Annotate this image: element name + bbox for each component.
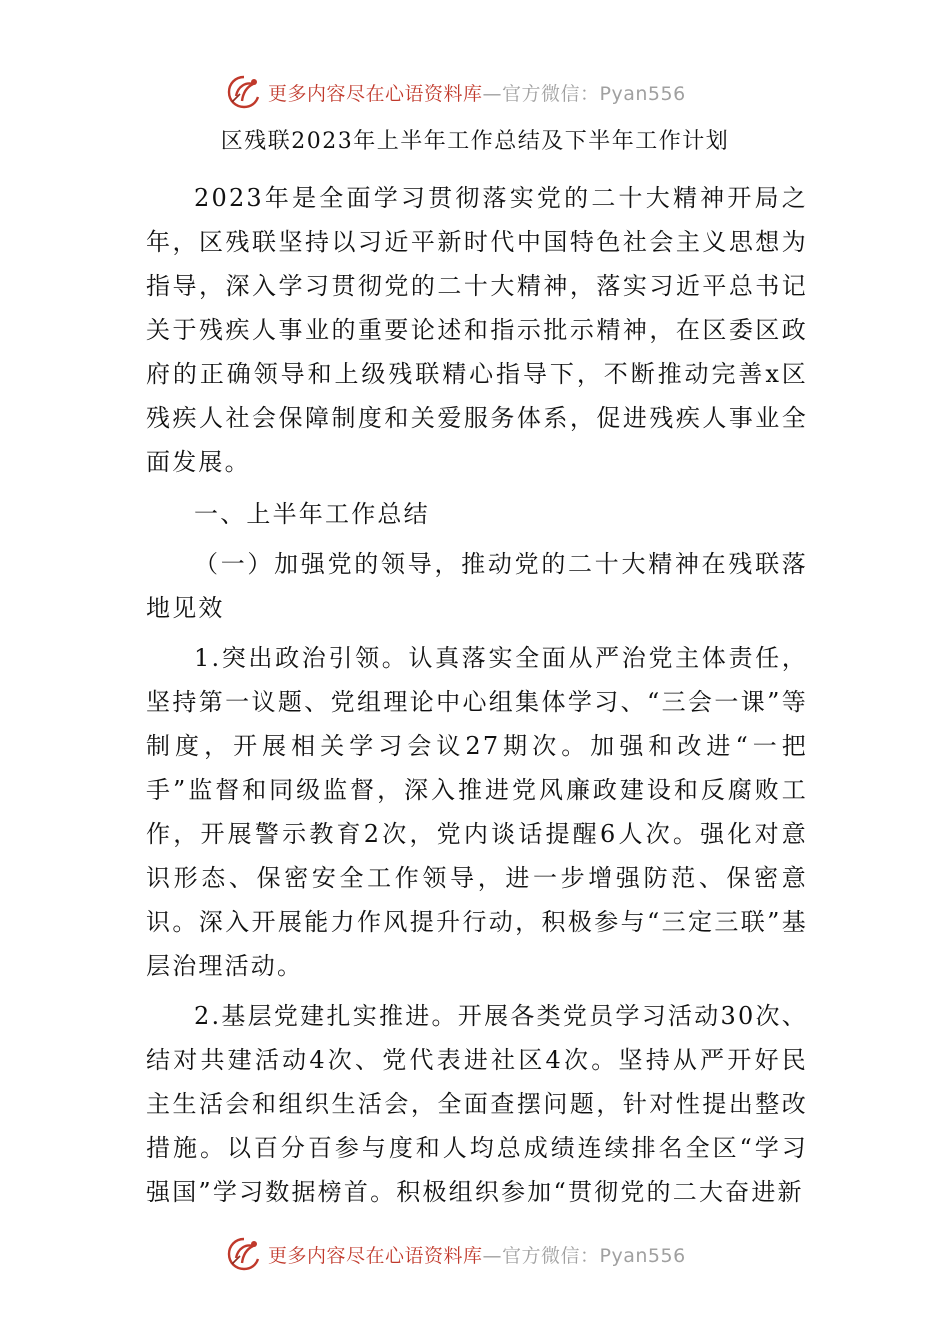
watermark-footer [226,1234,746,1274]
intro-paragraph: 2023年是全面学习贯彻落实党的二十大精神开局之年，区残联坚持以习近平新时代中国特色社会主义思想为指导，深入学习贯彻党的二十大精神，落实习近平总书记关于残疾人事业的重要论述和指示批示精神，在区委区政府的正确领导和上级残联精心指导下，不断推动完善x区残疾人社会保障制度和关爱服务体系，促进残疾人事业全面发展。 [146,184,808,476]
body-paragraph-1: 1.突出政治引领。认真落实全面从严治党主体责任，坚持第一议题、党组理论中心组集体学习、“三会一课”等制度，开展相关学习会议27期次。加强和改进“一把手”监督和同级监督，深入推进党风廉政建设和反腐败工作，开展警示教育2次，党内谈话提醒6人次。强化对意识形态、保密安全工作领导，进一步增强防范、保密意识。深入开展能力作风提升行动，积极参与“三定三联”基层治理活动。 [146,644,808,980]
section-heading: 一、上半年工作总结 [194,500,430,528]
subsection-heading: （一）加强党的领导，推动党的二十大精神在残联落地见效 [146,550,808,622]
document-body [146,176,808,1214]
watermark-header [226,72,746,112]
watermark-wechat-text: 官方微信：Pyan556 [502,82,686,105]
document-title: 区残联2023年上半年工作总结及下半年工作计划 [220,129,730,154]
watermark-logo-icon [226,1236,262,1272]
watermark-separator: — [482,82,503,105]
watermark-main-text: 更多内容尽在心语资料库 [268,82,483,105]
watermark-main-text: 更多内容尽在心语资料库 [268,1244,483,1267]
watermark-wechat-text: 官方微信：Pyan556 [502,1244,686,1267]
watermark-separator: — [482,1244,503,1267]
body-paragraph-2: 2.基层党建扎实推进。开展各类党员学习活动30次、结对共建活动4次、党代表进社区4次。坚持从严开好民主生活会和组织生活会，全面查摆问题，针对性提出整改措施。以百分百参与度和人均总成绩连续排名全区“学习强国”学习数据榜首。积极组织参加“贯彻党的二大奋进新 [146,1002,808,1206]
watermark-logo-icon [226,74,262,110]
